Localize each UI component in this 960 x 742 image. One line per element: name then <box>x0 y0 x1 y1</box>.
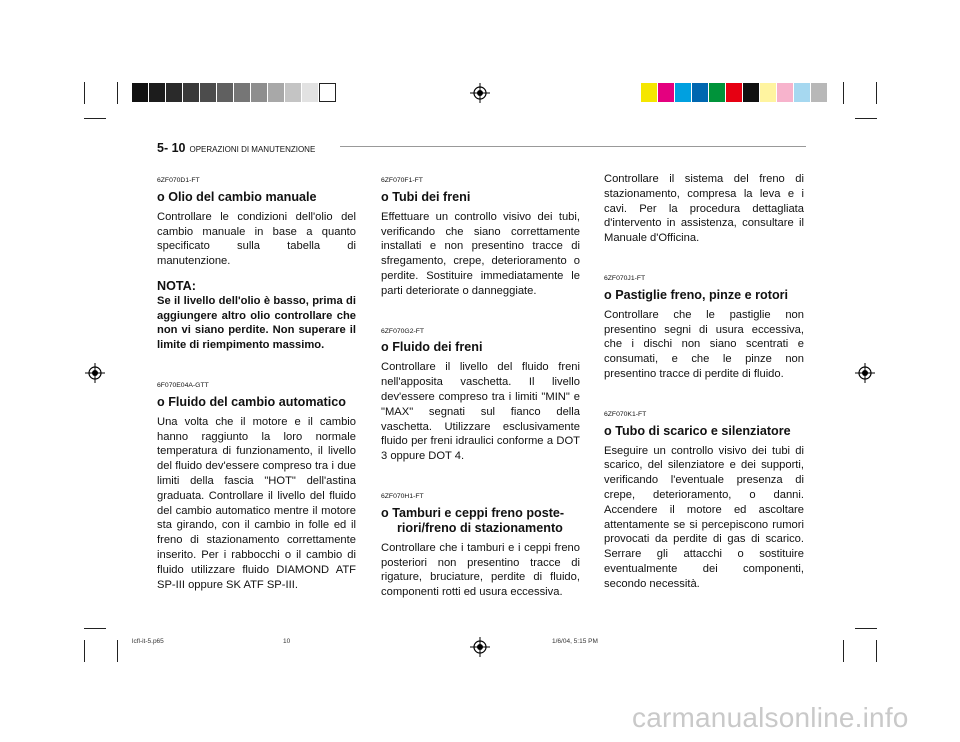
section-body: Controllare il sistema del freno di stazionamento, compresa la leva e i cavi. Per la procedura dettagliata d'intervento in assistenza, consultare il Manuale d'Officina. <box>604 173 804 245</box>
note-body: Se il livello dell'olio è basso, prima di aggiungere altro olio controllare che non vi siano perdite. Non superare il limite di riempimento massimo. <box>157 294 356 352</box>
section-body: Una volta che il motore e il cambio hanno raggiunto la loro normale temperatura di funzionamento, il livello del fluido dev'essere compreso tra i due limiti della fascia "HOT" dell'astina graduata. Controllare il livello del fluido del cambio automatico mentre il motore sta girando, con il cambio in folle ed il freno di stazionamento correttamente inserito. Per i rabbocchi o il cambio di fluido utilizzare fluido DIAMOND ATF SP-III oppure SK ATF SP-III. <box>157 415 356 591</box>
calibration-swatch <box>183 83 200 102</box>
page-number: 5- 10 <box>157 141 186 155</box>
section-body: Controllare che le pastiglie non presentino segni di usura eccessiva, che i dischi non siano scentrati e consumati, e che le pinze non presentino tracce di perdite di fluido. <box>604 308 804 380</box>
column-left <box>157 174 356 592</box>
section-body: Controllare il livello del fluido freni nell'apposita vaschetta. Il livello dev'essere compreso tra i limiti "MIN" e "MAX" segnati sul fianco della vaschetta. Utilizzare esclusivamente fluido per freni idraulici conforme a DOT 3 oppure DOT 4. <box>381 361 580 463</box>
section-code: 6F070E04A-GTT <box>157 381 209 389</box>
section-code: 6ZF070K1-FT <box>604 410 647 418</box>
calibration-swatch <box>794 83 811 102</box>
calibration-swatch <box>777 83 794 102</box>
color-calibration-bar <box>641 83 828 102</box>
registration-mark-icon <box>470 83 490 103</box>
section-body: Controllare le condizioni dell'olio del cambio manuale in base a quanto specificato sulla tabella di manutenzione. <box>157 210 356 268</box>
section-heading: o Fluido dei freni <box>381 340 483 355</box>
section-code: 6ZF070J1-FT <box>604 274 646 282</box>
section-heading: o Tubo di scarico e silenziatore <box>604 423 791 438</box>
calibration-swatch <box>641 83 658 102</box>
calibration-swatch <box>285 83 302 102</box>
section-heading: o Olio del cambio manuale <box>157 189 317 204</box>
watermark: carmanualsonline.info <box>632 702 909 733</box>
calibration-swatch <box>234 83 251 102</box>
calibration-swatch <box>200 83 217 102</box>
column-right <box>604 172 804 592</box>
calibration-swatch <box>675 83 692 102</box>
section-code: 6ZF070G2-FT <box>381 327 425 335</box>
section-code: 6ZF070F1-FT <box>381 177 423 184</box>
calibration-swatch <box>760 83 777 102</box>
section-title: OPERAZIONI DI MANUTENZIONE <box>189 145 316 154</box>
calibration-swatch <box>268 83 285 102</box>
calibration-swatch <box>251 83 268 102</box>
section-heading: o Pastiglie freno, pinze e rotori <box>604 287 789 302</box>
section-code: 6ZF070D1-FT <box>157 177 200 184</box>
page-header <box>157 141 315 155</box>
section-body: Controllare che i tamburi e i ceppi freno posteriori non presentino tracce di rigature, bruciature, perdite di fluido, componenti rotti ed usura eccessiva. <box>381 541 580 599</box>
header-rule <box>340 146 806 147</box>
calibration-swatch <box>302 83 319 102</box>
registration-mark-icon <box>470 637 490 657</box>
footer-date: 1/6/04, 5:15 PM <box>552 638 598 645</box>
section-body: Eseguire un controllo visivo dei tubi di scarico, del silenziatore e dei supporti, verificando l'eventuale presenza di crepe, deterioramento, o danni. Accendere il motore ed ascoltare attentamente se si percepiscono rumori provocati da perdite di gas di scarico. Serrare gli attacchi o sostituire eventualmente dei componenti, secondo necessità. <box>604 444 804 590</box>
calibration-swatch <box>658 83 675 102</box>
note-label: NOTA: <box>157 278 196 293</box>
section-heading-continued: riori/freno di stazionamento <box>397 520 563 535</box>
column-middle <box>381 174 580 600</box>
calibration-swatch <box>709 83 726 102</box>
calibration-swatch <box>692 83 709 102</box>
calibration-swatch <box>132 83 149 102</box>
footer-page: 10 <box>283 638 291 645</box>
calibration-swatch <box>743 83 760 102</box>
registration-mark-icon <box>85 363 105 383</box>
section-body: Effettuare un controllo visivo dei tubi, verificando che siano correttamente installati e non presentino tracce di sfregamento, crepe, deterioramento o perdite. Sostituire immediatamente le parti deteriorate o danneggiate. <box>381 210 580 297</box>
calibration-swatch <box>319 83 336 102</box>
grayscale-calibration-bar <box>132 83 336 102</box>
footer-filename: lcfl-it-5.p65 <box>132 638 164 645</box>
calibration-swatch <box>166 83 183 102</box>
section-heading: o Tamburi e ceppi freno poste- <box>381 505 565 520</box>
registration-mark-icon <box>855 363 875 383</box>
section-heading: o Tubi dei freni <box>381 189 471 204</box>
section-code: 6ZF070H1-FT <box>381 492 424 500</box>
calibration-swatch <box>217 83 234 102</box>
calibration-swatch <box>149 83 166 102</box>
calibration-swatch <box>811 83 828 102</box>
section-heading: o Fluido del cambio automatico <box>157 394 346 409</box>
calibration-swatch <box>726 83 743 102</box>
